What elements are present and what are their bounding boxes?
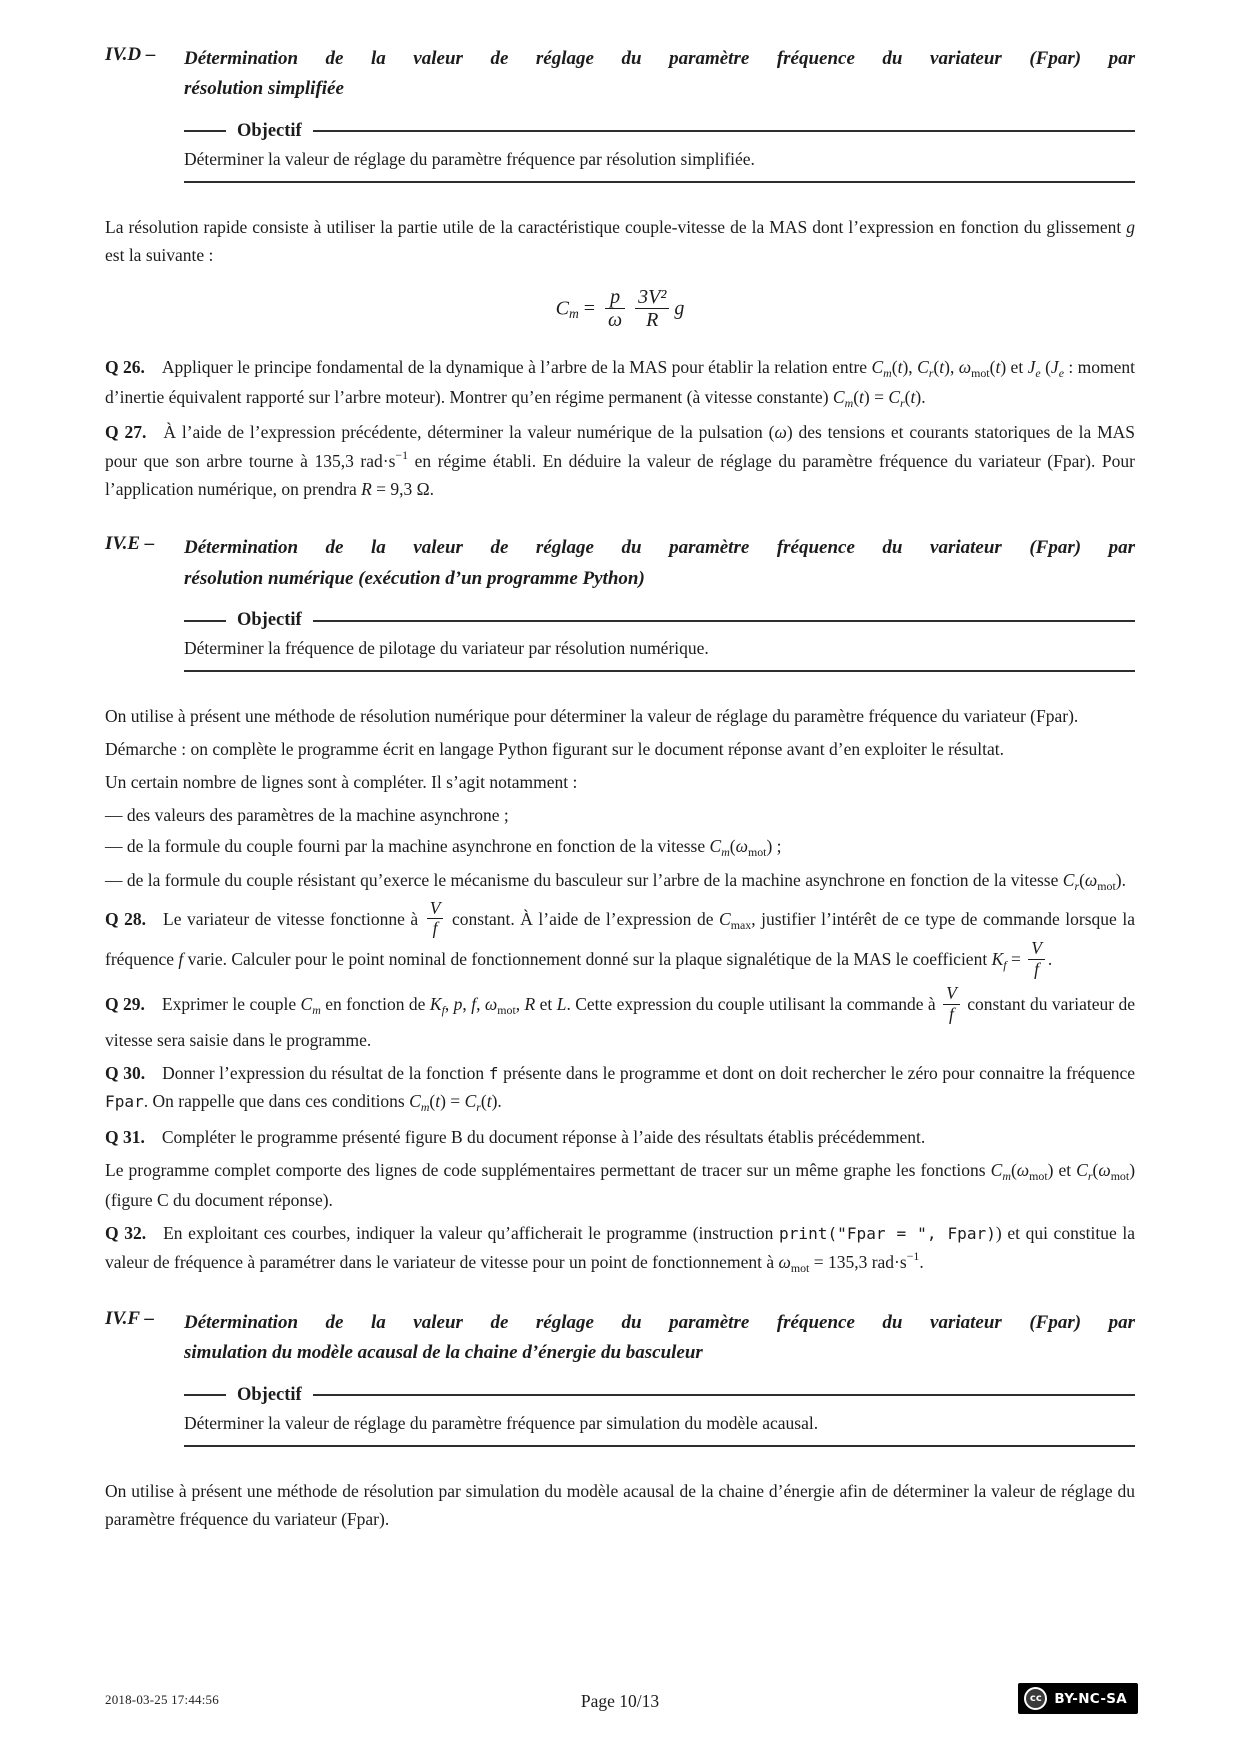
formula-couple: Cm = $\frac{p}{\omega}$ $\frac{\text{3V²}}{R}$ g: [555, 286, 685, 332]
question-31-label: Q 31.: [105, 1126, 145, 1147]
question-26-text: Appliquer le principe fondamental de la dynamique à l’arbre de la MAS pour établir la relation entre $C_m(t)$, $C_r(t)$, $\omega_{mot}(t)$ et $J_e$ ($J_e$ : moment d’inertie équivalent rapporté sur l’arbre moteur). Montrer qu’en régime permanent (à vitesse constante) $C_m(t) = C_r(t)$.: [105, 356, 1136, 411]
question-27-label: Q 27.: [105, 422, 147, 443]
objectif-header: [184, 610, 1135, 631]
objectif-text: Déterminer la valeur de réglage du paramètre fréquence par simulation du modèle acausal.: [184, 1406, 1135, 1447]
section-ivd-title-line2: résolution simplifiée: [184, 78, 344, 100]
bullet-item-2: — de la formule du couple fourni par la machine asynchrone en fonction de la vitesse $C_m(\omega_{mot})$ ;: [105, 836, 782, 860]
question-28-label: Q 28.: [105, 908, 147, 929]
question-26: [105, 353, 1135, 413]
section-ive-title-line2: résolution numérique (exécution d’un programme Python): [184, 567, 645, 589]
question-29-label: Q 29.: [105, 994, 145, 1015]
footer-page-number: Page 10/13: [580, 1691, 660, 1711]
question-31-text: Compléter le programme présenté figure B du document réponse à l’aide des résultats établis précédemment.: [161, 1126, 926, 1147]
question-30-label: Q 30.: [105, 1063, 146, 1084]
rule-segment: [184, 620, 226, 622]
section-ive-heading: [105, 533, 1135, 594]
objectif-box-ive: [184, 610, 1135, 672]
rule-segment: [184, 1394, 226, 1396]
section-ivd-title-line1: Détermination de la valeur de réglage du paramètre fréquence du variateur (Fpar) par: [184, 48, 1135, 69]
objectif-label: Objectif: [237, 120, 302, 141]
question-32: [105, 1219, 1135, 1278]
cc-icon: cc: [1024, 1687, 1047, 1710]
paragraph-ive-1: On utilise à présent une méthode de résolution numérique pour déterminer la valeur de réglage du paramètre fréquence du variateur (Fpar).: [105, 706, 1079, 727]
rule-segment: [313, 1394, 1135, 1396]
section-ivf-heading: [105, 1308, 1135, 1369]
question-32-text: En exploitant ces courbes, indiquer la valeur qu’afficherait le programme (instruction print("Fpar = ", Fpar)) et qui constitue la valeur de fréquence à paramétrer dans le variateur de vitesse pour un point de fonctionnement à $\omega_{mot} = 135,3$ $rad\cdot s^{-1}$.: [105, 1222, 1135, 1275]
objectif-label: Objectif: [237, 610, 302, 631]
section-ivd-label: IV.D –: [105, 44, 156, 65]
question-27-text: À l’aide de l’expression précédente, déterminer la valeur numérique de la pulsation (ω) des tensions et courants statoriques de la MAS pour que son arbre tourne à 135,3 $rad\cdot s^{-1}$ en régime établi. En déduire la valeur de réglage du paramètre fréquence du variateur (Fpar). Pour l’application numérique, on prendra R = 9,3 Ω.: [105, 422, 1135, 500]
paragraph-intro-d: La résolution rapide consiste à utiliser la partie utile de la caractéristique couple-vitesse de la MAS dont l’expression en fonction du glissement g est la suivante :: [105, 217, 1135, 266]
rule-segment: [313, 130, 1135, 132]
paragraph-ive-3: Un certain nombre de lignes sont à compléter. Il s’agit notamment :: [105, 772, 578, 793]
rule-segment: [313, 620, 1135, 622]
question-27: [105, 418, 1135, 503]
question-30: [105, 1059, 1135, 1117]
question-32-label: Q 32.: [105, 1222, 147, 1243]
license-badge: [1018, 1683, 1138, 1714]
objectif-header: [184, 1385, 1135, 1406]
paragraph-ivf-1: On utilise à présent une méthode de résolution par simulation du modèle acausal de la chaine d’énergie afin de déterminer la valeur de réglage du paramètre fréquence du variateur (Fpar).: [105, 1481, 1135, 1530]
bullet-item-3: — de la formule du couple résistant qu’exerce le mécanisme du basculeur sur l’arbre de la machine asynchrone en fonction de la vitesse $C_r(\omega_{mot})$.: [105, 869, 1126, 893]
bullet-item-1: — des valeurs des paramètres de la machine asynchrone ;: [105, 805, 509, 826]
question-29-text: Exprimer le couple $C_m$ en fonction de $K_f$, p, f, $\omega_{mot}$, R et L. Cette expression du couple utilisant la commande à $\frac{V}{f}$ constant du variateur de vitesse sera saisie dans le programme.: [105, 983, 1135, 1051]
section-ivf-title: [184, 1308, 1135, 1369]
question-31: [105, 1123, 1135, 1151]
question-28-text: Le variateur de vitesse fonctionne à $\frac{V}{f}$ constant. À l’aide de l’expression de $C_{max}$, justifier l’intérêt de ce type de commande lorsque la fréquence f varie. Calculer pour le point nominal de fonctionnement donné sur la plaque signalétique de la MAS le coefficient $K_f$ = $\frac{V}{f}$ .: [105, 897, 1135, 979]
objectif-box-ivf: [184, 1385, 1135, 1447]
objectif-text: Déterminer la fréquence de pilotage du variateur par résolution numérique.: [184, 631, 1135, 672]
objectif-label: Objectif: [237, 1384, 302, 1405]
objectif-text: Déterminer la valeur de réglage du paramètre fréquence par résolution simplifiée.: [184, 142, 1135, 183]
section-ivd-heading: [105, 44, 1135, 105]
question-26-label: Q 26.: [105, 356, 145, 377]
section-ive-title: [184, 533, 1135, 594]
footer-timestamp: 2018-03-25 17:44:56: [105, 1692, 219, 1707]
paragraph-ive-2: Démarche : on complète le programme écrit en langage Python figurant sur le document réponse avant d’en exploiter le résultat.: [105, 739, 1004, 760]
rule-segment: [184, 130, 226, 132]
section-ivf-label: IV.F –: [105, 1308, 154, 1330]
page-content: [105, 44, 1135, 1538]
section-ive-title-line1: Détermination de la valeur de réglage du paramètre fréquence du variateur (Fpar) par: [184, 537, 1135, 559]
section-ivd-title: [184, 44, 1135, 105]
paragraph-program-note: Le programme complet comporte des lignes de code supplémentaires permettant de tracer sur un même graphe les fonctions $C_m(\omega_{mot})$ et $C_r(\omega_{mot})$ (figure C du document réponse).: [105, 1159, 1136, 1210]
question-29: [105, 983, 1135, 1054]
license-label: BY-NC-SA: [1054, 1690, 1127, 1707]
section-ivf-title-line1: Détermination de la valeur de réglage du paramètre fréquence du variateur (Fpar) par: [184, 1312, 1135, 1334]
objectif-box-ivd: [184, 121, 1135, 183]
question-30-text: Donner l’expression du résultat de la fonction f présente dans le programme et dont on doit rechercher le zéro pour connaitre la fréquence Fpar. On rappelle que dans ces conditions $C_m(t) = C_r(t)$.: [105, 1063, 1135, 1115]
section-ivf-title-line2: simulation du modèle acausal de la chaine d’énergie du basculeur: [184, 1342, 703, 1364]
question-28: [105, 897, 1135, 981]
section-ive-label: IV.E –: [105, 533, 155, 555]
objectif-header: [184, 121, 1135, 142]
